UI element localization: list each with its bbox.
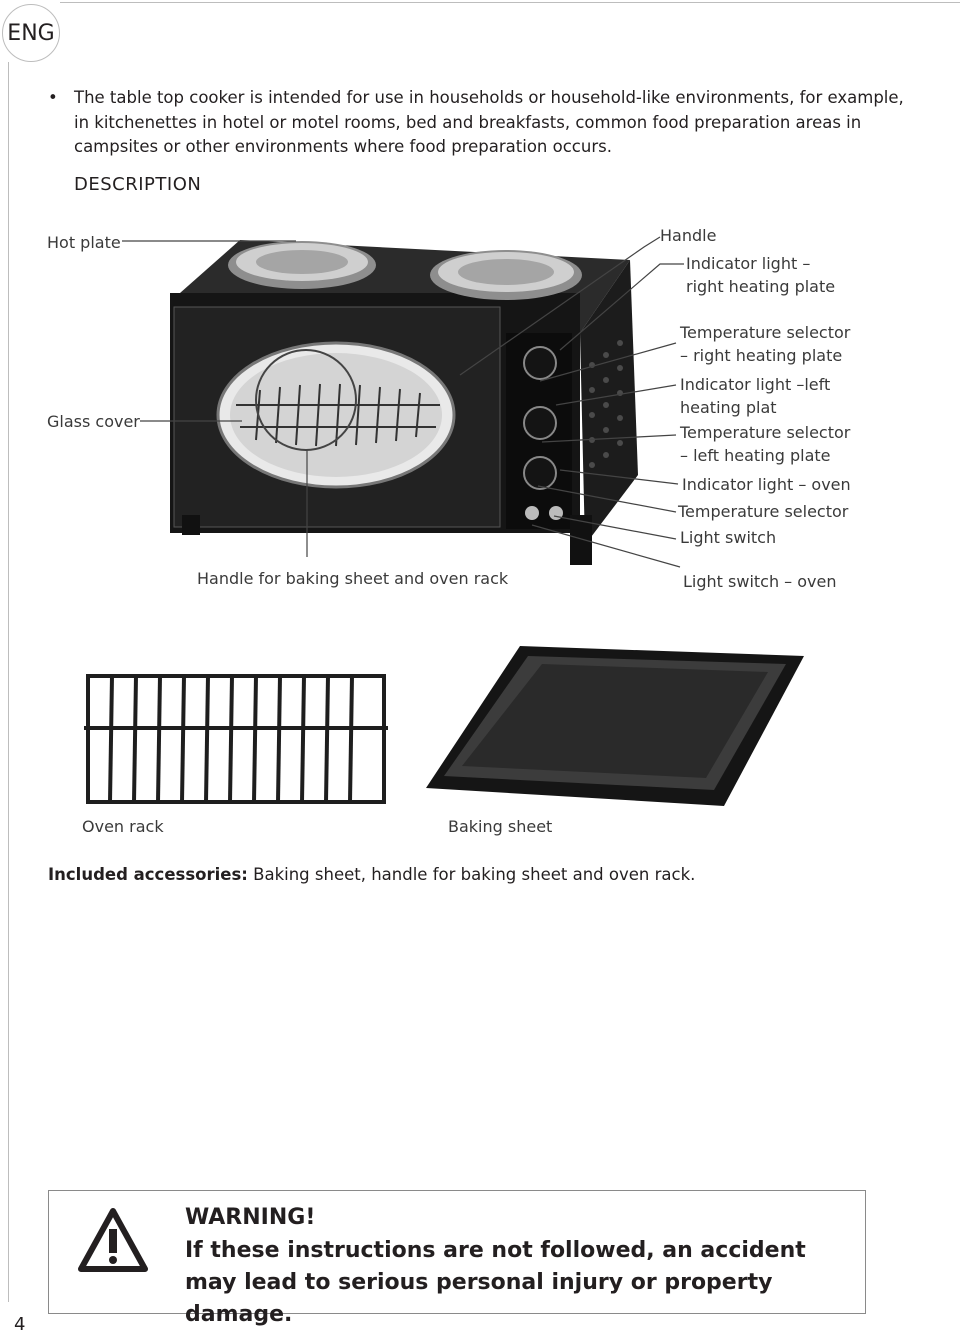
intro-text: The table top cooker is intended for use in households or household-like environments, for example, in kitchenettes in hotel or motel rooms, bed and breakfasts, common food preparation areas in campsites or other environments where food preparation occurs.: [74, 88, 904, 156]
label-indicator-oven: Indicator light – oven: [682, 475, 851, 494]
label-light-switch: Light switch: [680, 528, 777, 547]
label-baking-sheet: Baking sheet: [448, 817, 553, 836]
section-title-description: DESCRIPTION: [74, 174, 202, 195]
language-label: ENG: [7, 20, 55, 46]
warning-box: [48, 1190, 866, 1327]
warning-title: WARNING!: [185, 1205, 316, 1230]
label-glass-cover: Glass cover: [47, 412, 140, 431]
included-accessories-text: Baking sheet, handle for baking sheet and oven rack.: [247, 865, 696, 884]
warning-triangle-icon: [77, 1207, 149, 1273]
label-indicator-right: Indicator light – right heating plate: [686, 254, 836, 296]
page-number: 4: [14, 1314, 26, 1335]
label-temp-selector-left: Temperature selector – left heating plate: [680, 423, 851, 465]
oven-rack-image: [80, 668, 392, 810]
label-oven-rack: Oven rack: [82, 817, 164, 836]
label-handle-baking-sheet: Handle for baking sheet and oven rack: [197, 569, 509, 588]
label-temp-selector-oven: Temperature selector: [678, 502, 849, 521]
included-accessories: [48, 865, 695, 884]
label-light-switch-oven: Light switch – oven: [683, 572, 837, 591]
warning-text: If these instructions are not followed, an accident may lead to serious personal injury or property damage.: [185, 1238, 806, 1327]
label-indicator-left: Indicator light –left heating plat: [680, 375, 831, 417]
label-temp-selector-right: Temperature selector – right heating plate: [680, 323, 851, 365]
included-accessories-label: Included accessories:: [48, 865, 248, 884]
label-handle: Handle: [660, 226, 717, 245]
bullet-marker: •: [48, 88, 58, 107]
label-hot-plate: Hot plate: [47, 233, 121, 252]
baking-sheet-image: [424, 642, 806, 806]
